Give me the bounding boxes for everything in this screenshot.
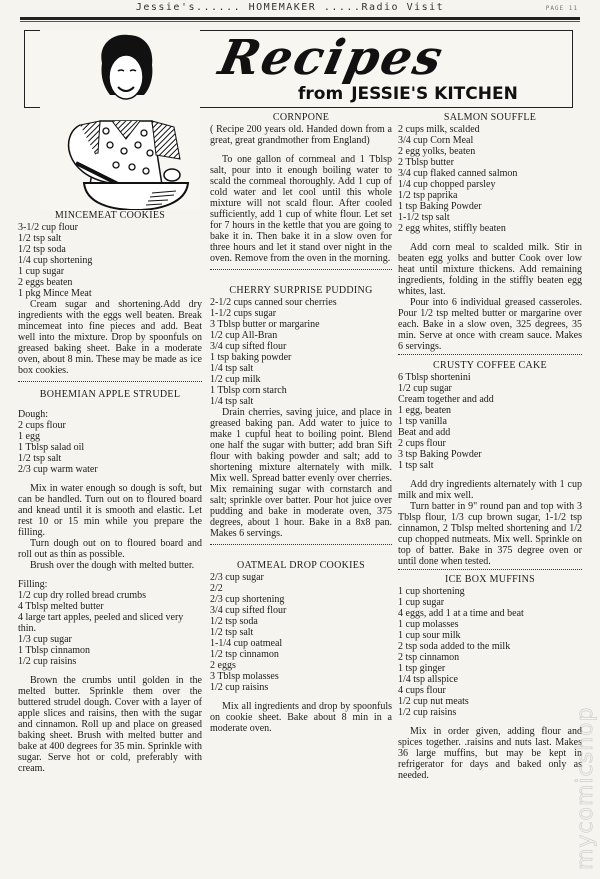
directions: Mix all ingredients and drop by spoonfuls on cookie sheet. Bake about 8 min in a moderate oven.	[210, 701, 392, 734]
recipe-bohemian-apple-strudel	[18, 389, 202, 774]
ingredient: 2 Tblsp butter	[398, 157, 454, 168]
ingredient: 1/2 cup All-Bran	[210, 330, 278, 341]
recipe-cornpone	[210, 112, 392, 264]
recipe-crusty-coffee-cake	[398, 360, 582, 567]
woman-stirring-bowl-illustration	[40, 25, 200, 210]
ingredient: 4 large tart apples, peeled and sliced very thin.	[18, 612, 184, 634]
ingredient: 6 Tblsp shortenini	[398, 372, 471, 383]
ingredient: 1/2 cup raisins	[18, 656, 77, 667]
recipe-title: BOHEMIAN APPLE STRUDEL	[39, 389, 181, 400]
ingredient: 1-1/4 cup oatmeal	[210, 638, 283, 649]
ingredient: Cream together and add	[398, 394, 494, 405]
ingredient: 3 tsp Baking Powder	[398, 449, 482, 460]
directions: Brown the crumbs until golden in the melted butter. Sprinkle them over the buttered strudel dough. Cover with a layer of apple slices and raisins, then with the sugar and cinnamon. Roll up and place on greased baking sheet. Brush with melted butter and bake at 400 degrees for 35 min. Sprinkle with sugar. Serve hot or cold, preferably with cream.	[18, 675, 202, 774]
ingredient-list	[18, 222, 202, 299]
ingredient: 3/4 cup sifted flour	[210, 341, 287, 352]
ingredient: 3 Tblsp molasses	[210, 671, 279, 682]
ingredient: 1 tsp ginger	[398, 663, 446, 674]
ingredient: 1 tsp vanilla	[398, 416, 447, 427]
ingredient: 1 cup sugar	[18, 266, 65, 277]
ingredient: 3 Tblsp butter or margarine	[210, 319, 320, 330]
directions: Turn batter in 9" round pan and top with 3 Tblsp flour, 1/3 cup brown sugar, 1-1/2 tsp cinnamon, 2 Tblsp melted shortening and 1/2 cup chopped nutmeats. Mix well. Sprinkle on top of batter. Bake in 375 degree oven or until done when tested.	[398, 501, 582, 567]
ingredient: 2/3 cup sugar	[210, 572, 264, 583]
ingredient: 1 tsp Baking Powder	[398, 201, 482, 212]
dotted-separator	[18, 381, 202, 382]
recipe-note: ( Recipe 200 years old. Handed down from a great, great grandmother from England)	[210, 124, 392, 146]
ingredient: 1/2 cup dry rolled bread crumbs	[18, 590, 147, 601]
ingredient: 1-1/2 cups sugar	[210, 308, 277, 319]
directions: Pour into 6 individual greased casseroles. Pour 1/2 tsp melted butter or margarine over each. Bake in a slow oven, 325 degrees, 35 min. Serve at once with cream sauce. Makes 6 servings.	[398, 297, 582, 352]
recipe-salmon-souffle	[398, 112, 582, 352]
ingredient: 1 Tblsp corn starch	[210, 385, 287, 396]
ingredient: 1 pkg Mince Meat	[18, 288, 92, 299]
directions: Turn dough out on to floured board and roll out as thin as possible.	[18, 538, 202, 560]
recipe-title: CORNPONE	[272, 112, 330, 123]
ingredient: 2 eggs beaten	[18, 277, 73, 288]
ingredient: 1/4 tsp salt	[210, 396, 254, 407]
ingredient: 1/2 tsp soda	[210, 616, 258, 627]
ingredient: 1/3 cup sugar	[18, 634, 72, 645]
ingredient: 2 cups milk, scalded	[398, 124, 480, 135]
banner-kitchen: JESSIE'S KITCHEN	[351, 84, 518, 104]
ingredient: 2 egg whites, stiffly beaten	[398, 223, 506, 234]
running-head: Jessie's...... HOMEMAKER .....Radio Visit	[135, 2, 445, 13]
banner-title: Recipes	[214, 30, 449, 86]
ingredient: 2/2	[210, 583, 223, 594]
recipe-oatmeal-drop-cookies	[210, 560, 392, 734]
ingredient: 1/4 cup chopped parsley	[398, 179, 496, 190]
ingredient: 4 cups flour	[398, 685, 446, 696]
ingredient: 1 tsp baking powder	[210, 352, 292, 363]
ingredient: 1/4 tsp salt	[210, 363, 254, 374]
ingredient: 1 cup sugar	[398, 597, 445, 608]
ingredient: 3/4 cup Corn Meal	[398, 135, 474, 146]
ingredient: 3/4 cup flaked canned salmon	[398, 168, 518, 179]
ingredient: 1 cup molasses	[398, 619, 459, 630]
ingredient: 4 Tblsp melted butter	[18, 601, 104, 612]
watermark: mycomicshop	[573, 706, 598, 870]
column-left	[18, 210, 202, 774]
recipe-mincemeat-cookies	[18, 210, 202, 376]
column-middle	[210, 112, 392, 734]
recipe-cherry-surprise-pudding	[210, 285, 392, 539]
ingredient: 1/2 cup nut meats	[398, 696, 469, 707]
ingredient: 1/2 tsp cinnamon	[210, 649, 279, 660]
dotted-separator	[210, 269, 392, 270]
directions: Add dry ingredients alternately with 1 cup milk and mix well.	[398, 479, 582, 501]
ingredient: 2 eggs	[210, 660, 236, 671]
ingredient: Beat and add	[398, 427, 451, 438]
dotted-separator	[398, 569, 582, 570]
directions: Mix in order given, adding flour and spices together. .raisins and nuts last. Makes 36 large muffins, but may be kept in refrigerator for days and baked only as needed.	[398, 726, 582, 781]
recipe-title: CHERRY SURPRISE PUDDING	[229, 285, 373, 296]
ingredient: 3/4 cup sifted flour	[210, 605, 287, 616]
ingredient: 1/4 tsp allspice	[398, 674, 458, 685]
ingredient: 1 cup shortening	[398, 586, 465, 597]
ingredient: 2 cups flour	[398, 438, 446, 449]
ingredient: 1/2 cup raisins	[210, 682, 269, 693]
ingredient: 2 tsp cinnamon	[398, 652, 460, 663]
ingredient: 1/2 cup sugar	[398, 383, 452, 394]
recipe-title: SALMON SOUFFLE	[443, 112, 537, 123]
directions: Drain cherries, saving juice, and place in greased baking pan. Add water to juice to make 1 cupful heat to boiling point. Blend one half the sugar with butter; add bran Sift flour with baking powder and salt; add to shortening mixture alternately with milk. Mix well. Spread batter evenly over cherries. Mix remaining sugar with cornstarch and salt; sprinkle over batter. Pour hot juice over pudding and bake in moderate oven, 375 degrees, about 1 hour. Bake in a 8x8 pan. Makes 6 servings.	[210, 407, 392, 539]
directions: Mix in water enough so dough is soft, but can be handled. Turn out on to floured board and knead until it is smooth and elastic. Let rest 10 or 15 min while you prepare the filling.	[18, 483, 202, 538]
header-rule	[20, 17, 580, 20]
ingredient: 1/2 cup milk	[210, 374, 261, 385]
ingredient: 1 Tblsp salad oil	[18, 442, 85, 453]
ingredient: 1 cup sour milk	[398, 630, 461, 641]
ingredient: 4 eggs, add 1 at a time and beat	[398, 608, 524, 619]
recipe-title: ICE BOX MUFFINS	[444, 574, 536, 585]
ingredient: 1/2 tsp salt	[18, 233, 62, 244]
ingredient: 2/3 cup warm water	[18, 464, 98, 475]
directions: Brush over the dough with melted butter.	[30, 560, 195, 571]
ingredient: 1/2 tsp soda	[18, 244, 66, 255]
ingredient: 1/4 cup shortening	[18, 255, 93, 266]
column-right	[398, 112, 582, 781]
ingredient: 1/2 cup raisins	[398, 707, 457, 718]
ingredient: 2 cups flour	[18, 420, 66, 431]
ingredient: 1 egg, beaten	[398, 405, 452, 416]
ingredient: 2 tsp soda added to the milk	[398, 641, 511, 652]
banner-from: from	[298, 84, 344, 104]
banner-subtitle	[298, 84, 518, 104]
ingredient: 1/2 tsp paprika	[398, 190, 458, 201]
recipe-title: CRUSTY COFFEE CAKE	[433, 360, 547, 371]
directions: To one gallon of cornmeal and 1 Tblsp salt, pour into it enough boiling water to scald the cornmeal thoroughly. Add 1 cup of cold water and let cool until this whole mixture will not scald flour. After cooled sufficiently, add 1 cup of white flour. Let set for 7 hours in the kettle that you are going to bake it in. Then bake it in a slow oven for three hours and let it stand over night in the oven. Remove from the oven in the morning.	[210, 154, 392, 264]
dough-label: Dough:	[18, 409, 48, 420]
ingredient: 1 Tblsp cinnamon	[18, 645, 91, 656]
dotted-separator	[398, 354, 582, 355]
ingredient: 1-1/2 tsp salt	[398, 212, 450, 223]
ingredient: 2/3 cup shortening	[210, 594, 285, 605]
page-number: PAGE 11	[545, 5, 578, 12]
ingredient: 2 egg yolks, beaten	[398, 146, 476, 157]
recipe-title: OATMEAL DROP COOKIES	[236, 560, 366, 571]
filling-label: Filling:	[18, 579, 48, 590]
directions: Add corn meal to scalded milk. Stir in beaten egg yolks and butter Cook over low heat until mixture thickens. Add remaining ingredients, folding in the stiffly beaten egg whites, last.	[398, 242, 582, 297]
dotted-separator	[210, 544, 392, 545]
directions: Cream sugar and shortening.Add dry ingredients with the eggs well beaten. Break mincemeat into fine pieces and add. Beat well into the mixture. Drop by spoonfuls on greased baking sheet. Bake in a moderate oven, about 8 min. These may be made as ice box cookies.	[18, 299, 202, 376]
recipe-title: MINCEMEAT COOKIES	[54, 210, 166, 221]
ingredient: 1/2 tsp salt	[18, 453, 62, 464]
ingredient: 2-1/2 cups canned sour cherries	[210, 297, 337, 308]
header-rule-thin	[20, 21, 580, 22]
ingredient: 1 tsp salt	[398, 460, 434, 471]
recipe-ice-box-muffins	[398, 574, 582, 781]
ingredient: 1 egg	[18, 431, 40, 442]
ingredient: 3-1/2 cup flour	[18, 222, 78, 233]
ingredient: 1/2 tsp salt	[210, 627, 254, 638]
